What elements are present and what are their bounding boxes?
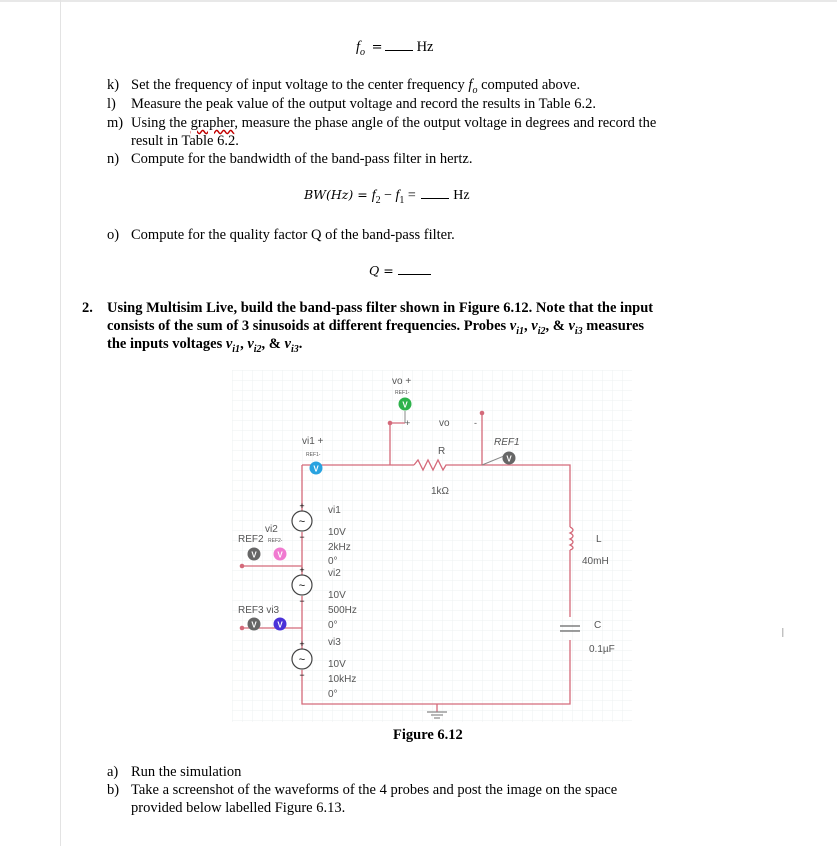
svg-text:REF3 vi3: REF3 vi3: [238, 605, 280, 616]
grapher-link[interactable]: grapher: [190, 115, 235, 131]
svg-text:+: +: [299, 565, 305, 575]
svg-text:REF2-: REF2-: [268, 538, 283, 544]
probe-vi3: [274, 618, 287, 631]
svg-text:L: L: [596, 534, 602, 545]
svg-text:10V: 10V: [328, 527, 346, 538]
step-a-label: a): [107, 764, 119, 780]
svg-text:vo: vo: [439, 418, 450, 429]
svg-text:2kHz: 2kHz: [328, 542, 351, 553]
text-cursor-icon: I: [781, 626, 785, 640]
svg-text:+: +: [299, 639, 305, 649]
equation-bandwidth: $BW(Hz) = f_2 - f_1 = Hz$: [304, 187, 470, 206]
step-b-text: Take a screenshot of the waveforms of the 4 probes and post the image on the space: [131, 782, 618, 798]
svg-text:+: +: [405, 418, 411, 428]
step-o-label: o): [107, 227, 120, 243]
svg-text:10kHz: 10kHz: [328, 674, 357, 685]
step-b-text-cont: provided below labelled Figure 6.13.: [131, 800, 346, 816]
svg-text:0°: 0°: [328, 689, 338, 700]
circuit-diagram: [232, 370, 632, 722]
svg-text:V: V: [506, 454, 512, 464]
step-m-label: m): [107, 115, 124, 131]
svg-text:R: R: [438, 446, 446, 457]
svg-text:V: V: [277, 550, 283, 560]
task2-number: 2.: [82, 300, 93, 316]
svg-text:vi3: vi3: [328, 637, 341, 648]
figure-caption: Figure 6.12: [393, 727, 463, 743]
svg-text:V: V: [402, 400, 408, 410]
svg-text:500Hz: 500Hz: [328, 605, 357, 616]
svg-text:V: V: [313, 464, 319, 474]
svg-text:REF2: REF2: [238, 534, 264, 545]
task2-line1: Using Multisim Live, build the band-pass filter shown in Figure 6.12. Note that the input: [107, 300, 654, 316]
svg-text:-: -: [474, 418, 477, 428]
step-b-label: b): [107, 782, 120, 798]
svg-text:REF1-: REF1-: [306, 452, 321, 458]
task2-line3: the inputs voltages $v_{i1}$, $v_{i2}$, & $v_{i3}$.: [107, 336, 303, 355]
svg-text:10V: 10V: [328, 590, 346, 601]
svg-text:−: −: [299, 670, 305, 680]
svg-text:−: −: [299, 596, 305, 606]
svg-text:C: C: [594, 620, 602, 631]
svg-text:vi1: vi1: [328, 505, 341, 516]
svg-text:−: −: [299, 532, 305, 542]
probe-ref3: [248, 618, 261, 631]
step-m-text: Using the grapher, measure the phase angle of the output voltage in degrees and record the: [131, 115, 657, 131]
svg-text:10V: 10V: [328, 659, 346, 670]
step-o-text: Compute for the quality factor Q of the band-pass filter.: [131, 227, 455, 243]
equation-fo: $f_o = Hz$: [356, 39, 434, 58]
svg-text:+: +: [299, 501, 305, 511]
step-k-text: Set the frequency of input voltage to the center frequency $f_o$ computed above.: [131, 77, 581, 96]
svg-text:0.1µF: 0.1µF: [589, 644, 615, 655]
svg-text:V: V: [277, 620, 283, 630]
svg-text:REF1: REF1: [494, 437, 520, 448]
step-m-text-cont: result in Table 6.2.: [131, 133, 239, 149]
probe-vi1: [310, 462, 323, 475]
svg-text:1kΩ: 1kΩ: [431, 486, 450, 497]
step-a-text: Run the simulation: [131, 764, 242, 780]
probe-ref2: [248, 548, 261, 561]
svg-text:REF1-: REF1-: [395, 390, 410, 396]
svg-text:0°: 0°: [328, 620, 338, 631]
svg-text:V: V: [251, 550, 257, 560]
svg-text:0°: 0°: [328, 556, 338, 567]
step-l-label: l): [107, 96, 116, 112]
svg-text:~: ~: [298, 580, 306, 592]
svg-text:~: ~: [298, 516, 306, 528]
svg-text:~: ~: [298, 654, 306, 666]
probe-vi2: [274, 548, 287, 561]
task2-line2: consists of the sum of 3 sinusoids at different frequencies. Probes $v_{i1}$, $v_{i2}$, & $v_{i3}$ measures: [107, 318, 645, 337]
svg-text:vo +: vo +: [392, 376, 412, 387]
svg-text:vi2: vi2: [328, 568, 341, 579]
svg-text:V: V: [251, 620, 257, 630]
equation-q: Q =: [369, 262, 431, 280]
svg-text:vi2: vi2: [265, 524, 278, 535]
step-n-label: n): [107, 151, 120, 167]
svg-text:vi1 +: vi1 +: [302, 436, 324, 447]
step-l-text: Measure the peak value of the output voltage and record the results in Table 6.2.: [131, 96, 596, 112]
svg-text:40mH: 40mH: [582, 556, 609, 567]
step-k-label: k): [107, 77, 120, 93]
step-n-text: Compute for the bandwidth of the band-pass filter in hertz.: [131, 151, 473, 167]
